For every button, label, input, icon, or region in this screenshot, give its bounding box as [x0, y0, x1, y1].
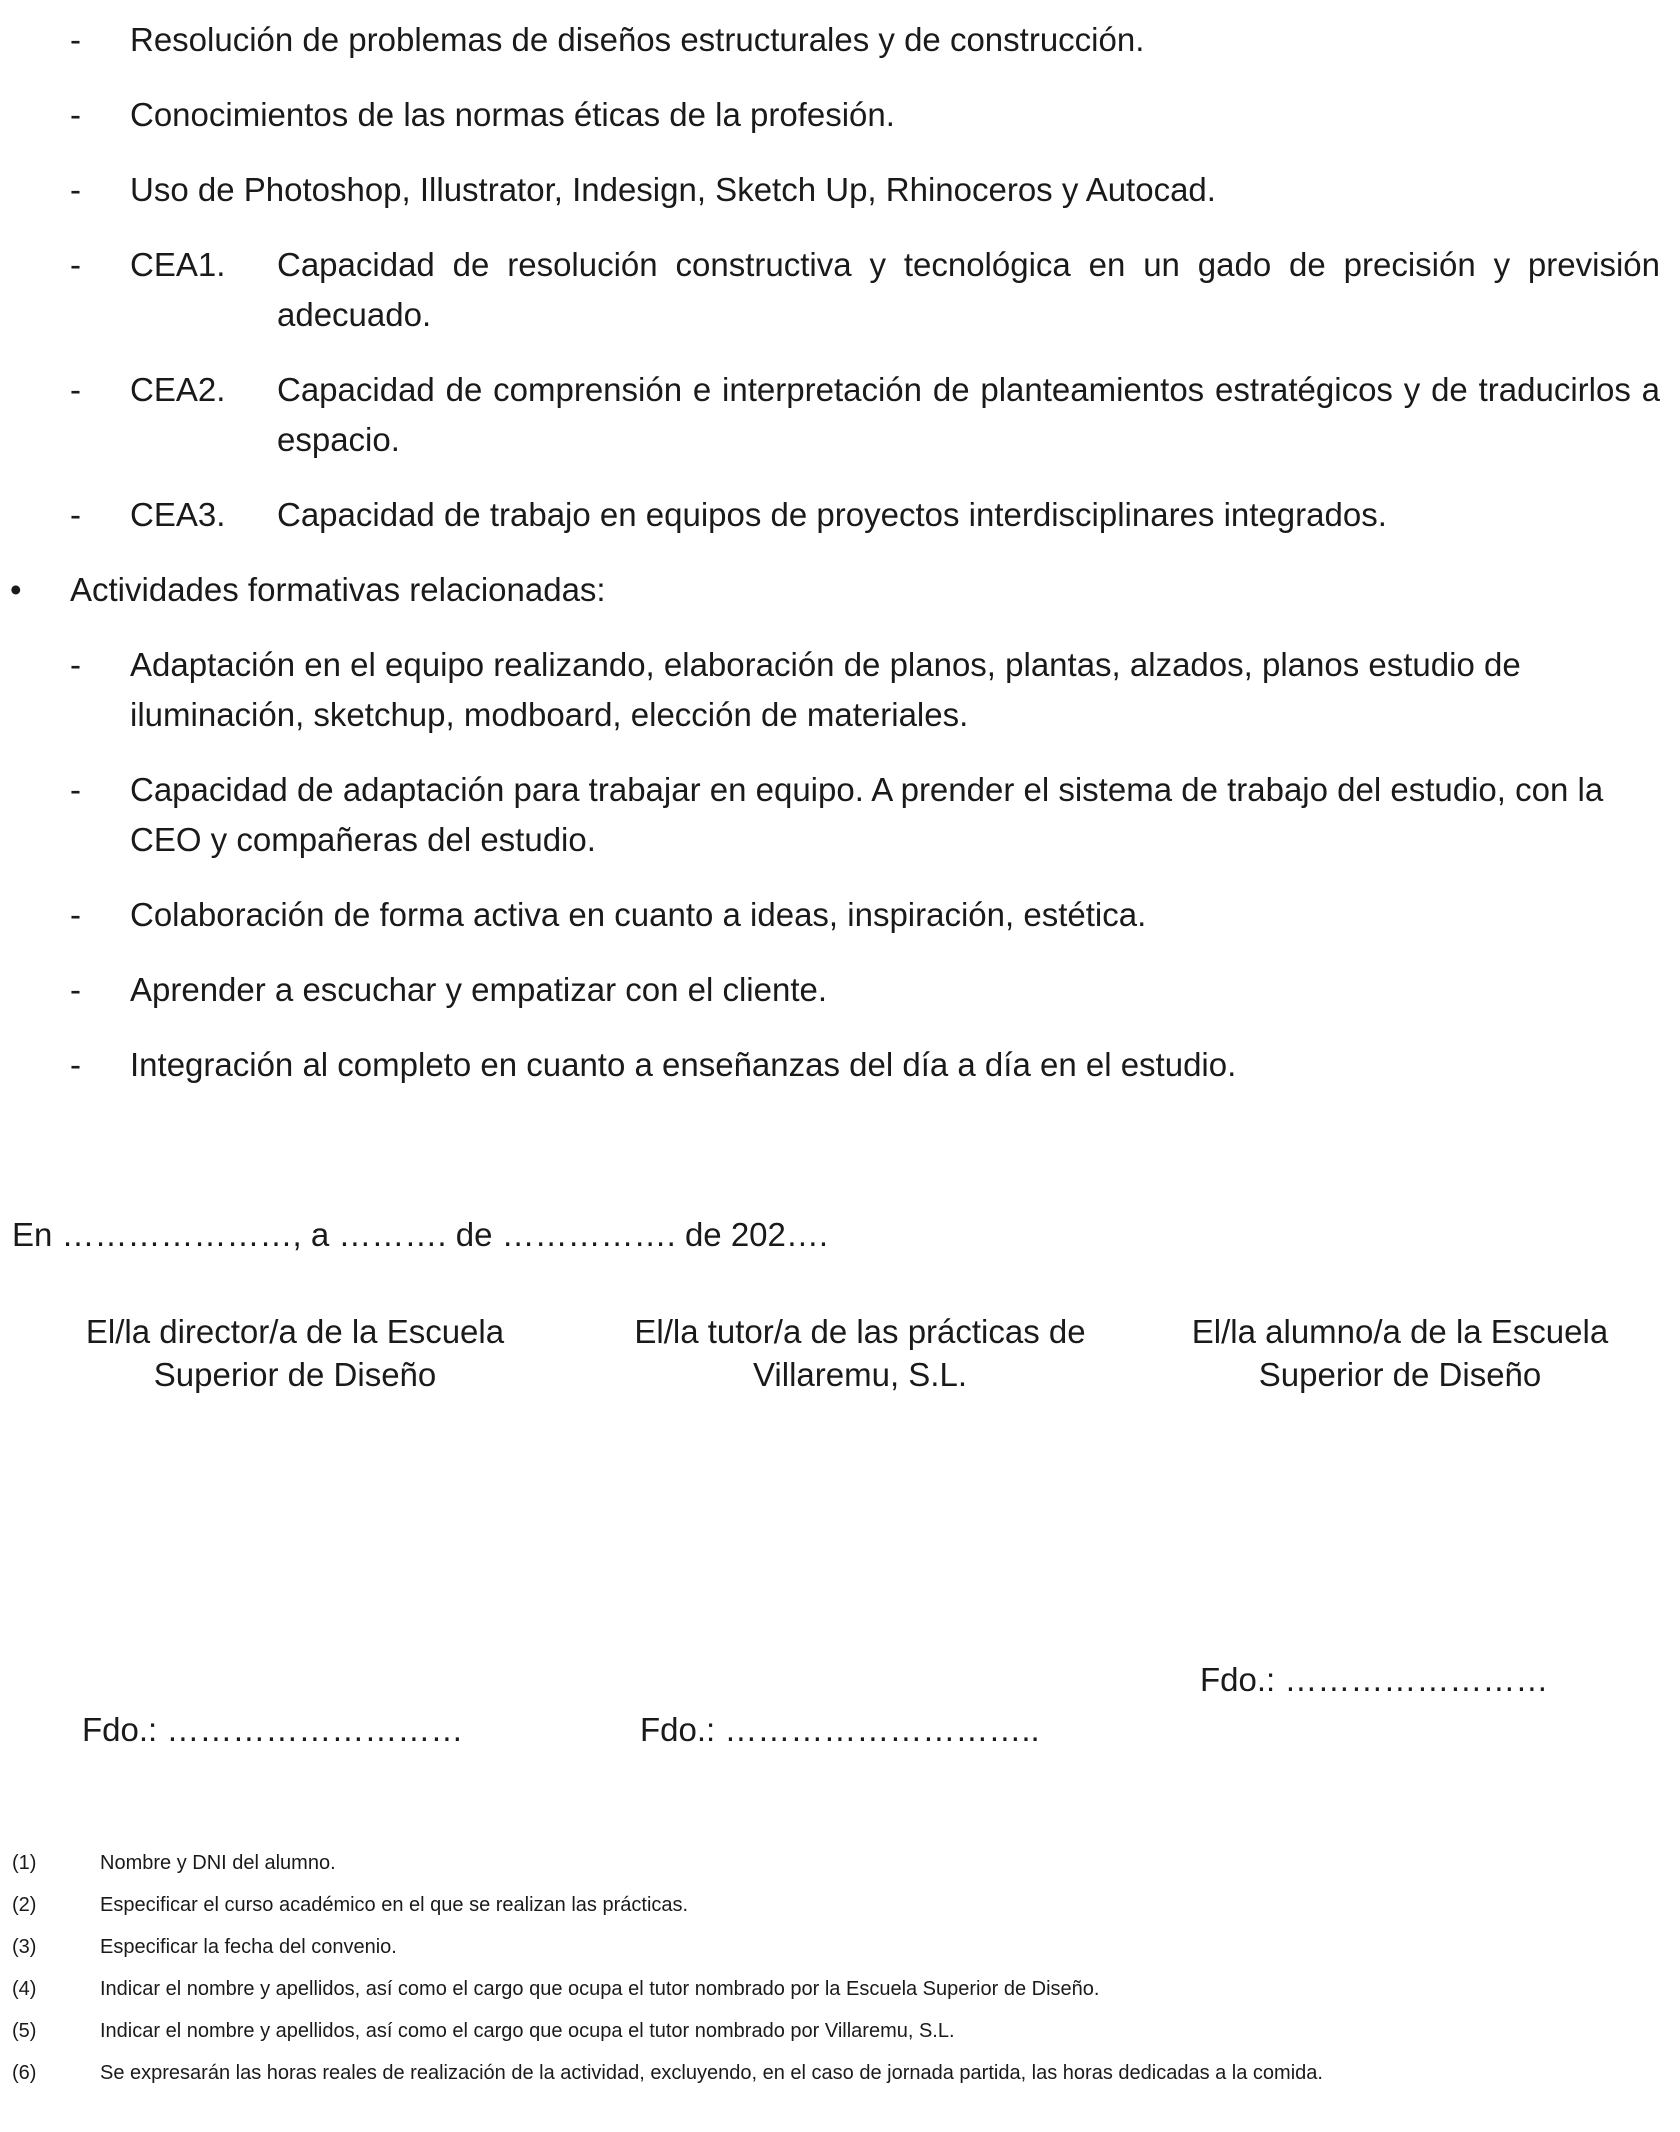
signatory-subtitle: Villaremu, S.L.: [753, 1356, 967, 1393]
signatory-title: El/la director/a de la Escuela: [85, 1313, 505, 1350]
signatory-subtitle: Superior de Diseño: [153, 1356, 437, 1393]
cea-text: Capacidad de comprensión e interpretación de planteamientos estratégicos y de traducirlos a espacio.: [277, 371, 1660, 458]
cea-text: Capacidad de trabajo en equipos de proyectos interdisciplinares integrados.: [277, 496, 1387, 533]
signatory-student: [1155, 1310, 1645, 1396]
footnote-number: (2): [12, 1894, 37, 1916]
footnote-text: Especificar el curso académico en el que se realizan las prácticas.: [100, 1894, 689, 1916]
cea-text: Capacidad de resolución constructiva y tecnológica en un gado de precisión y previsión adecuado.: [277, 246, 1660, 333]
signatory-title: El/la tutor/a de las prácticas de: [634, 1313, 1086, 1350]
dash-marker: -: [70, 971, 81, 1008]
footnote-number: (1): [12, 1852, 37, 1874]
dash-marker: -: [70, 771, 81, 808]
footnote-number: (5): [12, 2020, 37, 2042]
dash-marker: -: [70, 496, 81, 533]
activities-heading-text: Actividades formativas relacionadas:: [70, 571, 606, 608]
signatory-director: [45, 1310, 545, 1396]
signature-line-tutor: Fdo.: ………………………..: [640, 1711, 1040, 1748]
footnote-text: Especificar la fecha del convenio.: [100, 1936, 397, 1958]
signatory-subtitle: Superior de Diseño: [1258, 1356, 1542, 1393]
cea-code: CEA2.: [130, 371, 226, 408]
activity-text: Colaboración de forma activa en cuanto a ideas, inspiración, estética.: [130, 896, 1147, 933]
competency-text: Uso de Photoshop, Illustrator, Indesign, Sketch Up, Rhinoceros y Autocad.: [130, 171, 1216, 208]
dash-marker: -: [70, 96, 81, 133]
cea-code: CEA1.: [130, 246, 226, 283]
competency-text: Conocimientos de las normas éticas de la profesión.: [130, 96, 895, 133]
activity-text: Integración al completo en cuanto a enseñanzas del día a día en el estudio.: [130, 1046, 1237, 1083]
dash-marker: -: [70, 896, 81, 933]
dash-marker: -: [70, 1046, 81, 1083]
footnote-text: Indicar el nombre y apellidos, así como el cargo que ocupa el tutor nombrado por Villaremu, S.L.: [100, 2020, 955, 2042]
competency-text: Resolución de problemas de diseños estructurales y de construcción.: [130, 21, 1145, 58]
footnote-number: (6): [12, 2062, 37, 2084]
signature-line-student: Fdo.: ……………………: [1200, 1661, 1549, 1698]
cea-code: CEA3.: [130, 496, 226, 533]
footnote-number: (3): [12, 1936, 37, 1958]
bullet-marker: •: [10, 571, 22, 608]
footnote-text: Nombre y DNI del alumno.: [100, 1852, 336, 1874]
dash-marker: -: [70, 646, 81, 683]
signatory-tutor: [600, 1310, 1120, 1396]
footnote-number: (4): [12, 1978, 37, 2000]
activity-text: Capacidad de adaptación para trabajar en equipo. A prender el sistema de trabajo del estudio, con la CEO y compañeras del estudio.: [130, 771, 1604, 858]
dash-marker: -: [70, 246, 81, 283]
signatory-title: El/la alumno/a de la Escuela: [1191, 1313, 1609, 1350]
signature-line-director: Fdo.: ………………………: [82, 1711, 464, 1748]
dash-marker: -: [70, 21, 81, 58]
footnote-text: Indicar el nombre y apellidos, así como el cargo que ocupa el tutor nombrado por la Escuela Superior de Diseño.: [100, 1978, 1100, 2000]
dash-marker: -: [70, 371, 81, 408]
place-date-line: En …………………, a ………. de ……………. de 202….: [12, 1216, 829, 1253]
footnote-text: Se expresarán las horas reales de realización de la actividad, excluyendo, en el caso de jornada partida, las horas dedicadas a la comida.: [100, 2062, 1323, 2084]
dash-marker: -: [70, 171, 81, 208]
activity-text: Adaptación en el equipo realizando, elaboración de planos, plantas, alzados, planos estudio de iluminación, sketchup, modboard, elección de materiales.: [130, 646, 1521, 733]
activity-text: Aprender a escuchar y empatizar con el cliente.: [130, 971, 828, 1008]
